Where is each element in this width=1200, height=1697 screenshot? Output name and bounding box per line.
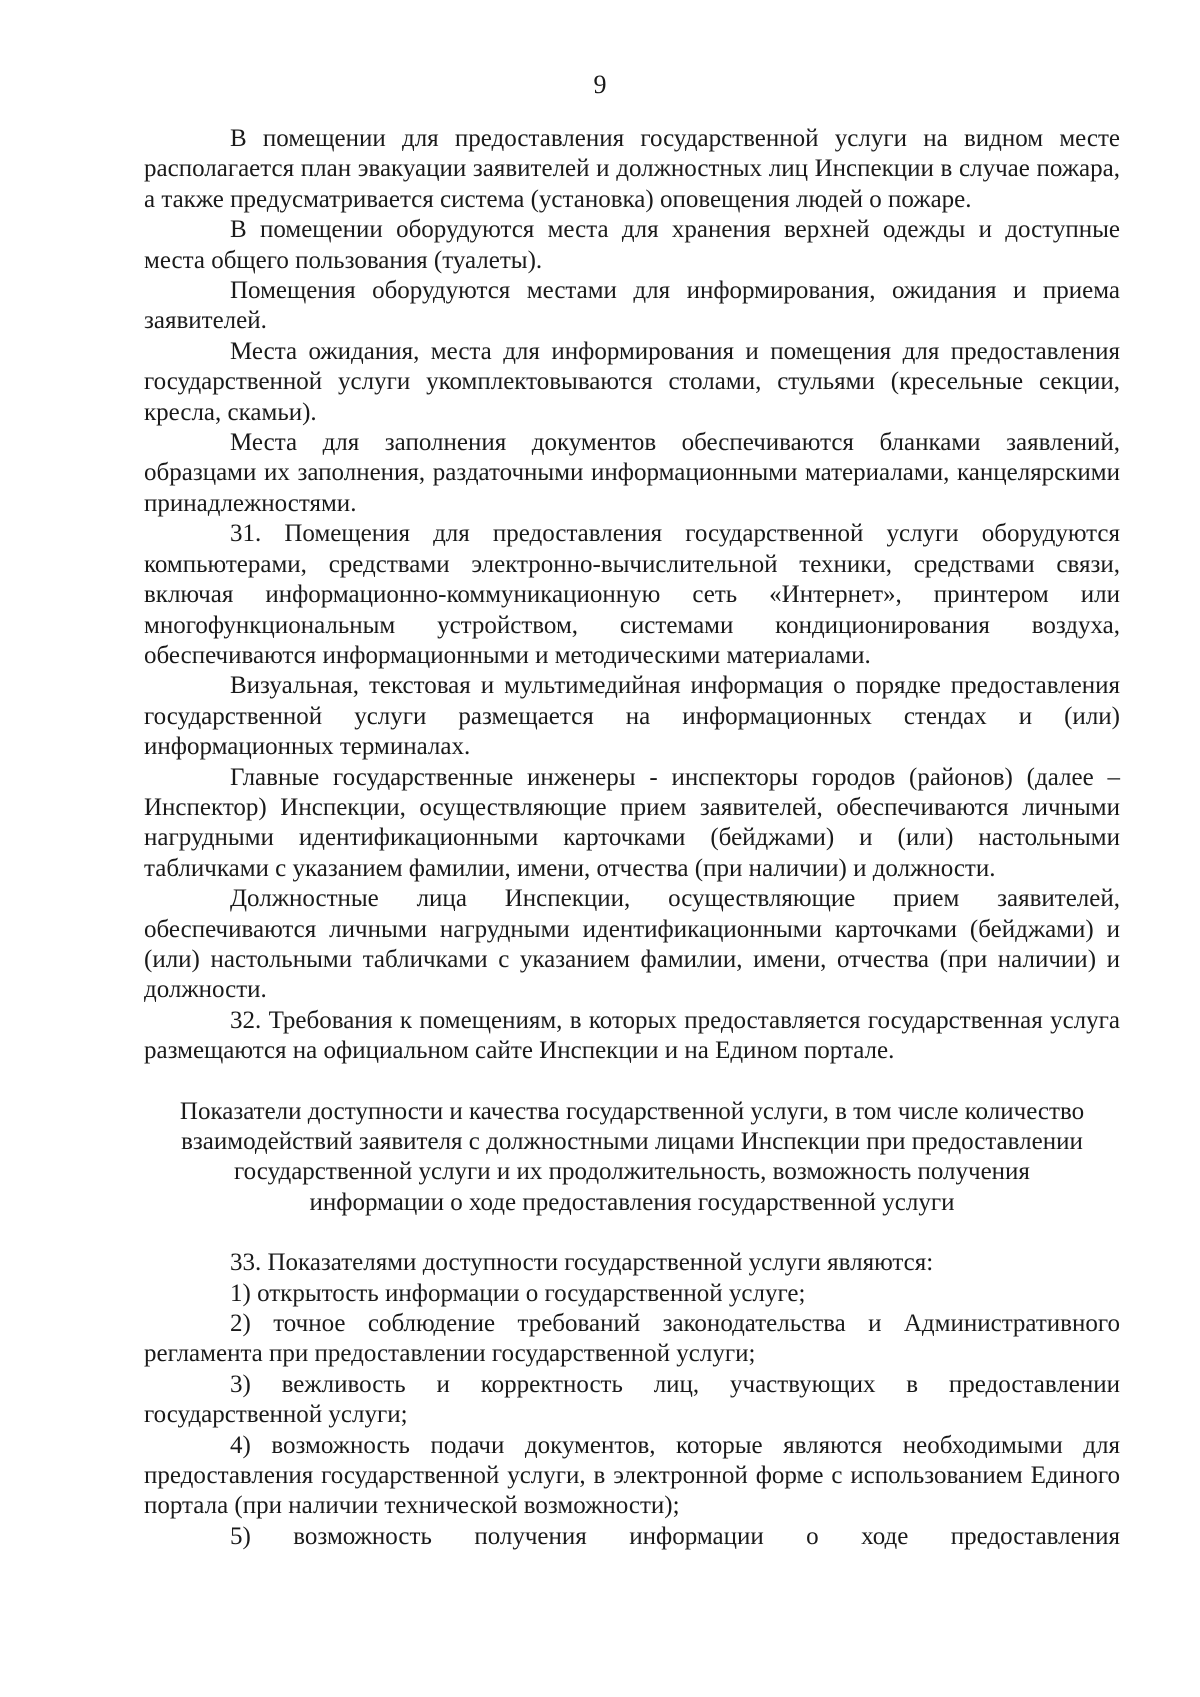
- section-heading: [144, 1097, 1120, 1219]
- heading-line: Показатели доступности и качества государственной услуги, в том числе количество: [179, 1097, 1085, 1125]
- list-item-3: 3) вежливость и корректность лиц, участвующих в предоставлении государственной услуги;: [144, 1370, 1120, 1429]
- paragraph-waiting-places: Помещения оборудуются местами для информирования, ожидания и приема заявителей.: [144, 277, 1120, 335]
- paragraph-inspectors-badges: Главные государственные инженеры - инспекторы городов (районов) (далее – Инспектор) Инспекции, осуществляющие прием заявителей, обеспечиваются личными нагрудными идентификационными карточками (бейджами) и (или) настольными табличками с указанием фамилии, имени, отчества (при наличии) и должности.: [144, 763, 1120, 882]
- heading-line: взаимодействий заявителя с должностными лицами Инспекции при предоставлении: [181, 1128, 1083, 1155]
- paragraph-visual-info: Визуальная, текстовая и мультимедийная информация о порядке предоставления государственной услуги размещается на информационных стендах и (или) информационных терминалах.: [144, 672, 1120, 761]
- document-body: [144, 124, 1120, 1552]
- paragraph-31-equipment: 31. Помещения для предоставления государственной услуги оборудуются компьютерами, средствами электронно-вычислительной техники, средствами связи, включая информационно-коммуникационную сеть «Интернет», принтером или многофункциональным устройством, системами кондиционирования воздуха, обеспечиваются информационными и методическими материалами.: [144, 520, 1120, 669]
- paragraph-33-indicators: 33. Показателями доступности государственной услуги являются:: [230, 1249, 934, 1277]
- paragraph-wardrobe: В помещении оборудуются места для хранения верхней одежды и доступные места общего пользования (туалеты).: [144, 216, 1120, 274]
- page-number: 9: [593, 70, 607, 99]
- list-item-1: 1) открытость информации о государственной услуге;: [230, 1279, 806, 1307]
- list-item-5-partial: 5) возможность получения информации о ходе предоставления: [230, 1522, 1120, 1550]
- list-item-2: 2) точное соблюдение требований законодательства и Административного регламента при предоставлении государственной услуги;: [144, 1310, 1120, 1368]
- paragraph-evacuation-plan: В помещении для предоставления государственной услуги на видном месте располагается план эвакуации заявителей и должностных лиц Инспекции в случае пожара, а также предусматривается система (установка) оповещения людей о пожаре.: [144, 125, 1120, 213]
- heading-line: государственной услуги и их продолжительность, возможность получения: [234, 1158, 1030, 1186]
- paragraph-furniture: Места ожидания, места для информирования и помещения для предоставления государственной услуги укомплектовываются столами, стульями (кресельные секции, кресла, скамьи).: [144, 337, 1120, 426]
- paragraph-32-requirements: 32. Требования к помещениям, в которых предоставляется государственная услуга размещаются на официальном сайте Инспекции и на Едином портале.: [144, 1006, 1120, 1065]
- list-item-4: 4) возможность подачи документов, которые являются необходимыми для предоставления государственной услуги, в электронной форме с использованием Единого портала (при наличии технической возможности);: [144, 1431, 1120, 1520]
- paragraph-forms: Места для заполнения документов обеспечиваются бланками заявлений, образцами их заполнения, раздаточными информационными материалами, канцелярскими принадлежностями.: [144, 429, 1120, 517]
- heading-line: информации о ходе предоставления государственной услуги: [309, 1188, 955, 1216]
- paragraph-officials-badges: Должностные лица Инспекции, осуществляющие прием заявителей, обеспечиваются личными нагрудными идентификационными карточками (бейджами) и (или) настольными табличками с указанием фамилии, имени, отчества (при наличии) и должности.: [144, 885, 1120, 1004]
